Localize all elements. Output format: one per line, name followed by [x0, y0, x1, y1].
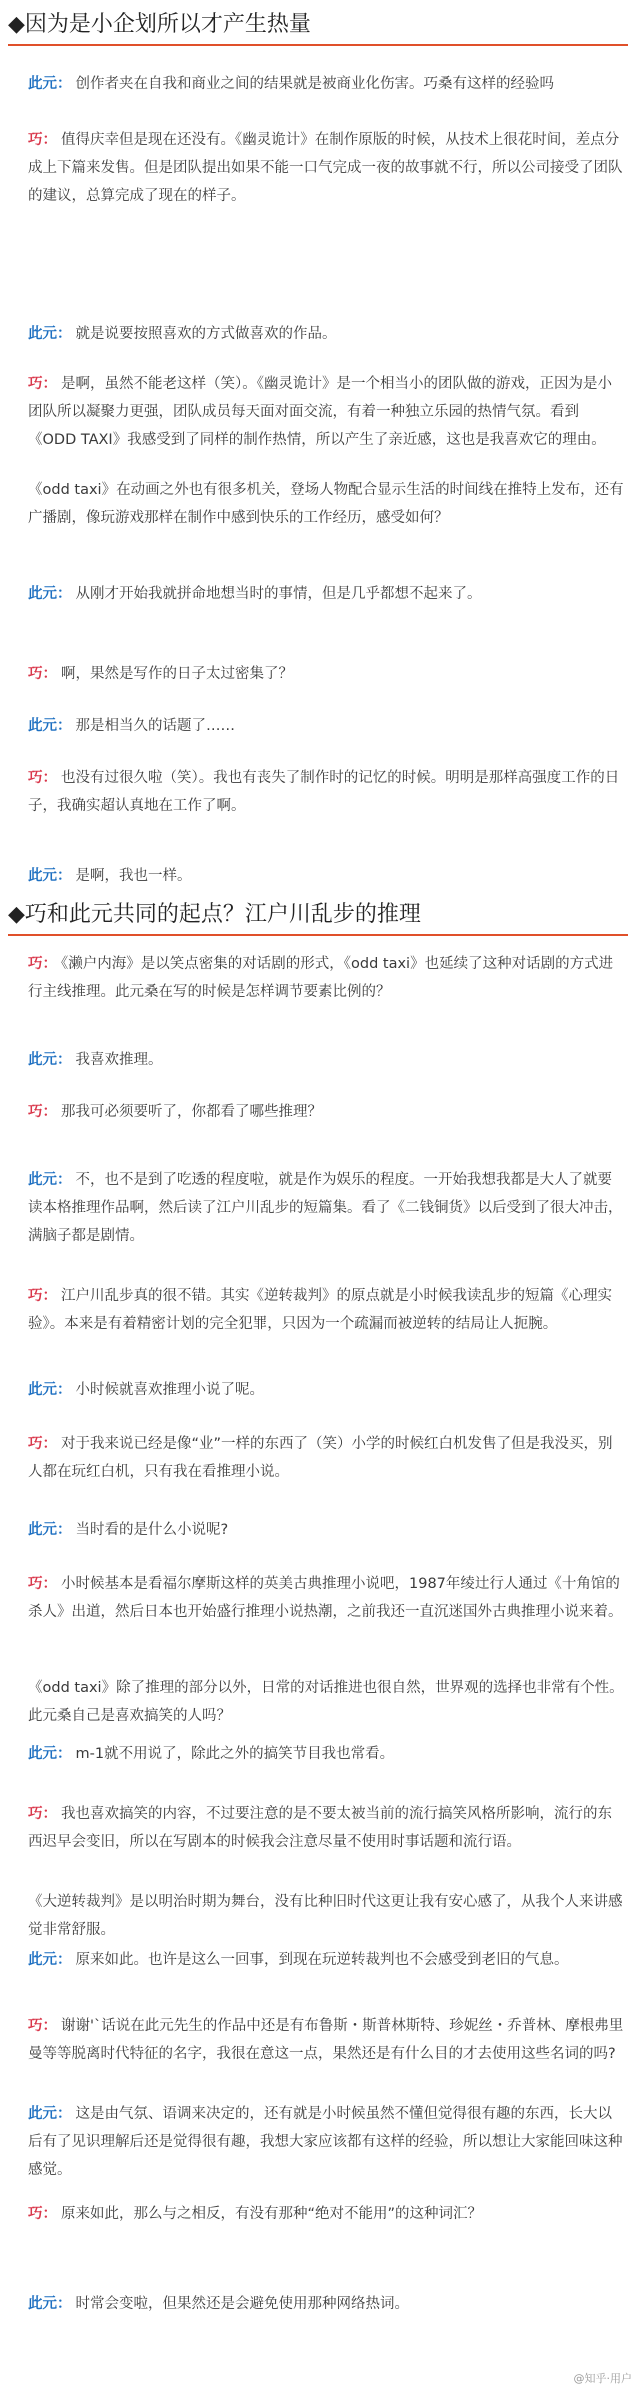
dialogue-text: 《odd taxi》在动画之外也有很多机关，登场人物配合显示生活的时间线在推特上发布，还有广播剧，像玩游戏那样在制作中感到快乐的工作经历，感受如何？	[28, 482, 624, 526]
speaker-label: 此元：	[28, 586, 72, 602]
dialogue-text: m-1就不用说了，除此之外的搞笑节目我也常看。	[75, 1746, 395, 1762]
dialogue-block	[28, 1946, 624, 1974]
dialogue-block	[28, 1166, 624, 1250]
speaker-label: 此元：	[28, 1746, 72, 1762]
dialogue-text: 原来如此，那么与之相反，有没有那种“绝对不能用”的这种词汇？	[61, 2206, 483, 2222]
dialogue-block	[28, 580, 624, 608]
dialogue-text: 谢谢'`话说在此元先生的作品中还是有布鲁斯・斯普林斯特、珍妮丝・乔普林、摩根弗里曼等等脱离时代特征的名字，我很在意这一点，果然还是有什么目的才去使用这些名词的吗?	[28, 2018, 624, 2062]
speaker-label: 巧：	[28, 1806, 57, 1822]
speaker-label: 巧：	[28, 666, 57, 682]
dialogue-block	[28, 476, 624, 532]
dialogue-block	[28, 1098, 624, 1126]
dialogue-text: 对于我来说已经是像“业”一样的东西了（笑）小学的时候红白机发售了但是我没买，别人都在玩红白机，只有我在看推理小说。	[28, 1436, 613, 1480]
dialogue-block	[28, 1740, 624, 1768]
dialogue-block	[28, 1888, 624, 1944]
section-heading-2: ◆巧和此元共同的起点？江户川乱步的推理	[8, 900, 628, 936]
dialogue-block	[28, 1674, 624, 1730]
dialogue-text: 《濑户内海》是以笑点密集的对话剧的形式，《odd taxi》也延续了这种对话剧的方式进行主线推理。此元桑在写的时候是怎样调节要素比例的？	[28, 956, 614, 1000]
dialogue-text: 小时候就喜欢推理小说了呢。	[75, 1382, 264, 1398]
dialogue-block	[28, 1282, 624, 1338]
speaker-label: 此元：	[28, 326, 72, 342]
speaker-label: 巧：	[28, 1576, 57, 1592]
speaker-label: 此元：	[28, 868, 72, 884]
speaker-label: 此元：	[28, 1052, 72, 1068]
speaker-label: 巧：	[28, 1104, 57, 1120]
dialogue-block	[28, 1516, 624, 1544]
speaker-label: 巧：	[28, 376, 57, 392]
dialogue-text: 那我可必须要听了，你都看了哪些推理？	[61, 1104, 322, 1120]
dialogue-block	[28, 126, 624, 210]
speaker-label: 此元：	[28, 1952, 72, 1968]
speaker-label: 此元：	[28, 2106, 72, 2122]
dialogue-text: 从刚才开始我就拼命地想当时的事情，但是几乎都想不起来了。	[75, 586, 482, 602]
dialogue-block	[28, 2100, 624, 2184]
dialogue-text: 是啊，虽然不能老这样（笑）。《幽灵诡计》是一个相当小的团队做的游戏，正因为是小团队所以凝聚力更强，团队成员每天面对面交流，有着一种独立乐园的热情气氛。看到《ODD TAXI》我感受到了同样的制作热情，所以产生了亲近感，这也是我喜欢它的理由。	[28, 376, 612, 448]
dialogue-text: 原来如此。也许是这么一回事，到现在玩逆转裁判也不会感受到老旧的气息。	[75, 1952, 569, 1968]
speaker-label: 此元：	[28, 76, 72, 92]
dialogue-text: 当时看的是什么小说呢?	[75, 1522, 229, 1538]
dialogue-block	[28, 1430, 624, 1486]
speaker-label: 此元：	[28, 1172, 72, 1188]
dialogue-block	[28, 712, 624, 740]
dialogue-text: 是啊，我也一样。	[75, 868, 192, 884]
watermark: @知乎·用户	[573, 2372, 632, 2385]
dialogue-text: 江户川乱步真的很不错。其实《逆转裁判》的原点就是小时候我读乱步的短篇《心理实验》。本来是有着精密计划的完全犯罪，只因为一个疏漏而被逆转的结局让人扼腕。	[28, 1288, 612, 1332]
speaker-label: 此元：	[28, 718, 72, 734]
dialogue-text: 小时候基本是看福尔摩斯这样的英美古典推理小说吧，1987年绫辻行人通过《十角馆的杀人》出道，然后日本也开始盛行推理小说热潮，之前我还一直沉迷国外古典推理小说来着。	[28, 1576, 623, 1620]
speaker-label: 巧：	[28, 1288, 57, 1304]
speaker-label: 巧：	[28, 132, 57, 148]
dialogue-block	[28, 1046, 624, 1074]
dialogue-block	[28, 2012, 624, 2068]
dialogue-block	[28, 764, 624, 820]
dialogue-block	[28, 2290, 624, 2318]
section-heading-1: ◆因为是小企划所以才产生热量	[8, 10, 628, 46]
dialogue-block	[28, 950, 624, 1006]
dialogue-block	[28, 70, 624, 98]
dialogue-text: 时常会变啦，但果然还是会避免使用那种网络热词。	[75, 2296, 409, 2312]
dialogue-text: 也没有过很久啦（笑）。我也有丧失了制作时的记忆的时候。明明是那样高强度工作的日子，我确实超认真地在工作了啊。	[28, 770, 620, 814]
dialogue-text: 《odd taxi》除了推理的部分以外，日常的对话推进也很自然，世界观的选择也非常有个性。此元桑自己是喜欢搞笑的人吗？	[28, 1680, 624, 1724]
dialogue-text: 我也喜欢搞笑的内容，不过要注意的是不要太被当前的流行搞笑风格所影响，流行的东西迟早会变旧，所以在写剧本的时候我会注意尽量不使用时事话题和流行语。	[28, 1806, 612, 1850]
speaker-label: 巧：	[28, 2206, 57, 2222]
dialogue-text: 创作者夹在自我和商业之间的结果就是被商业化伤害。巧桑有这样的经验吗	[75, 76, 554, 92]
speaker-label: 此元：	[28, 1522, 72, 1538]
dialogue-text: 这是由气氛、语调来决定的，还有就是小时候虽然不懂但觉得很有趣的东西，长大以后有了见识理解后还是觉得很有趣，我想大家应该都有这样的经验，所以想让大家能回味这种感觉。	[28, 2106, 623, 2178]
speaker-label: 巧：	[28, 956, 57, 972]
dialogue-text: 啊，果然是写作的日子太过密集了？	[61, 666, 293, 682]
dialogue-text: 不，也不是到了吃透的程度啦，就是作为娱乐的程度。一开始我想我都是大人了就要读本格推理作品啊，然后读了江户川乱步的短篇集。看了《二钱铜货》以后受到了很大冲击，满脑子都是剧情。	[28, 1172, 623, 1244]
dialogue-block	[28, 1376, 624, 1404]
speaker-label: 巧：	[28, 1436, 57, 1452]
dialogue-text: 值得庆幸但是现在还没有。《幽灵诡计》在制作原版的时候，从技术上很花时间，差点分成上下篇来发售。但是团队提出如果不能一口气完成一夜的故事就不行，所以公司接受了团队的建议，总算完成了现在的样子。	[28, 132, 623, 204]
dialogue-block	[28, 2200, 624, 2228]
dialogue-text: 我喜欢推理。	[75, 1052, 163, 1068]
dialogue-block	[28, 370, 624, 454]
dialogue-block	[28, 862, 624, 890]
dialogue-text: 那是相当久的话题了……	[75, 718, 235, 734]
speaker-label: 此元：	[28, 1382, 72, 1398]
dialogue-block	[28, 1800, 624, 1856]
dialogue-text: 《大逆转裁判》是以明治时期为舞台，没有比种旧时代这更让我有安心感了，从我个人来讲感觉非常舒服。	[28, 1894, 623, 1938]
dialogue-block	[28, 660, 624, 688]
speaker-label: 巧：	[28, 2018, 57, 2034]
dialogue-block	[28, 320, 624, 348]
speaker-label: 巧：	[28, 770, 57, 786]
dialogue-text: 就是说要按照喜欢的方式做喜欢的作品。	[75, 326, 337, 342]
speaker-label: 此元：	[28, 2296, 72, 2312]
dialogue-block	[28, 1570, 624, 1626]
